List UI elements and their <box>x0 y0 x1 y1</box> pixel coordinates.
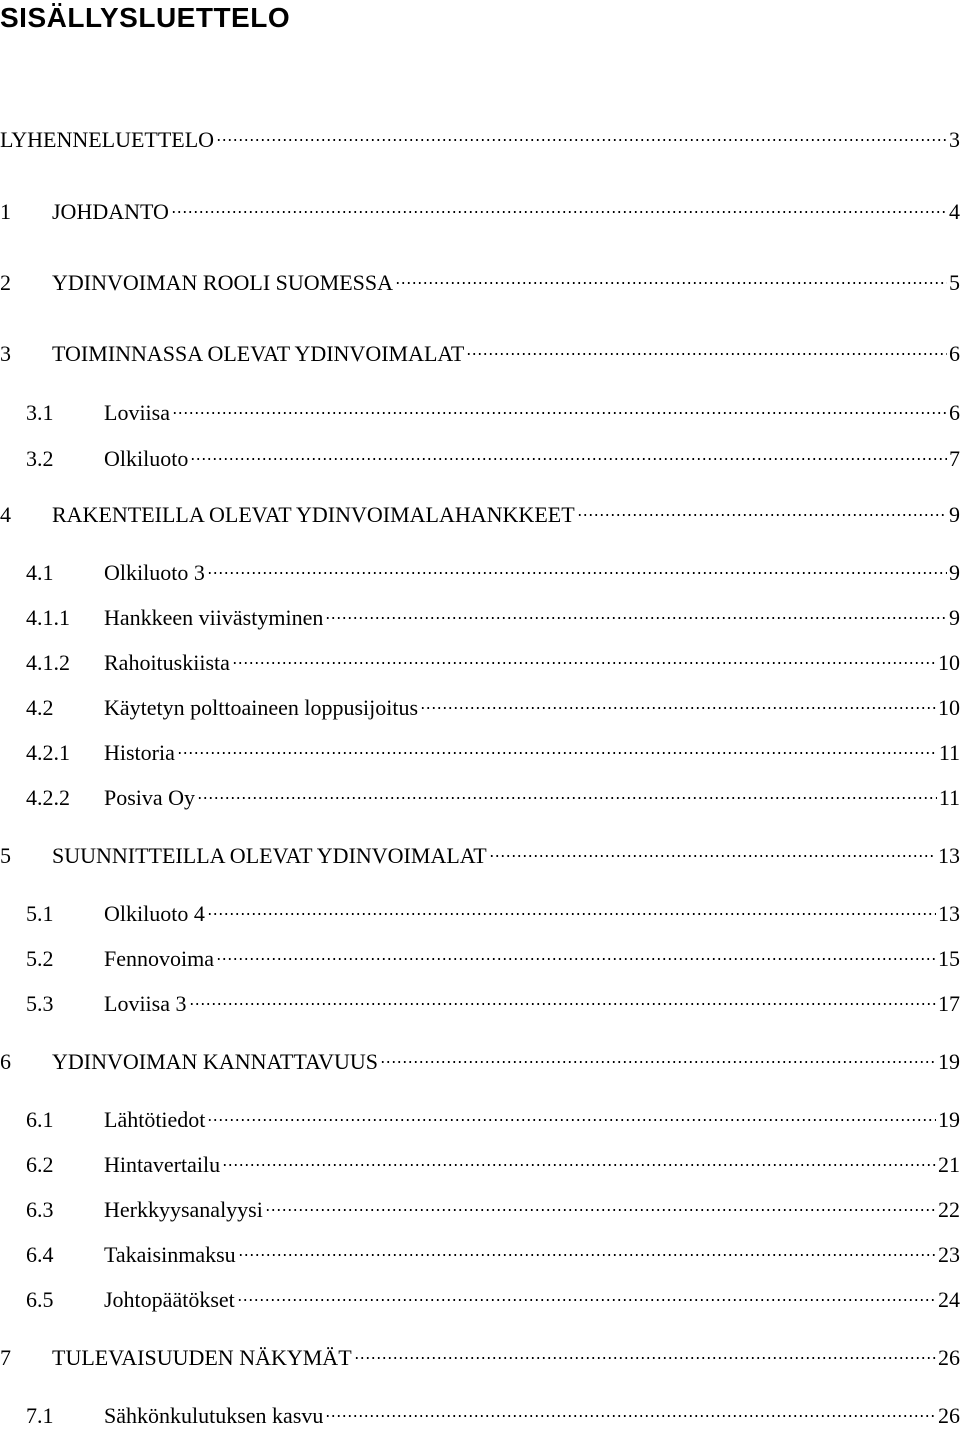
toc-entry-title: Loviisa <box>104 400 170 425</box>
toc-entry-number: 6 <box>0 1049 11 1074</box>
toc-entry-title: Olkiluoto <box>104 446 189 471</box>
dot-leader <box>395 262 947 290</box>
toc-entry-page-number: 19 <box>938 1107 960 1132</box>
toc-entry-title: SUUNNITTEILLA OLEVAT YDINVOIMALAT <box>52 843 487 868</box>
toc-entry-page-number: 26 <box>938 1345 960 1370</box>
toc-entry[interactable] <box>0 1144 960 1177</box>
toc-entry-number: 1 <box>0 199 11 224</box>
toc-entry[interactable] <box>0 835 960 868</box>
dot-leader <box>354 1337 936 1365</box>
toc-entry-number: 6.4 <box>26 1242 54 1267</box>
toc-entry-number: 6.5 <box>26 1287 54 1312</box>
dot-leader <box>466 333 947 361</box>
toc-entry-number: 3 <box>0 341 11 366</box>
dot-leader <box>222 1144 936 1172</box>
toc-entry-number: 4 <box>0 502 11 527</box>
dot-leader <box>325 597 947 625</box>
toc-entry-title: JOHDANTO <box>52 199 169 224</box>
toc-entry[interactable] <box>0 333 960 366</box>
toc-entry-title: Sähkönkulutuksen kasvu <box>104 1403 324 1428</box>
dot-leader <box>197 777 937 805</box>
toc-entry-page-number: 26 <box>938 1403 960 1428</box>
page-title: SISÄLLYSLUETTELO <box>0 2 291 33</box>
toc-entry-number: 4.2 <box>26 695 54 720</box>
toc-entry-title: TULEVAISUUDEN NÄKYMÄT <box>52 1345 352 1370</box>
toc-entry[interactable] <box>0 687 960 720</box>
toc-entry-number: 4.2.2 <box>26 785 70 810</box>
toc-entry-title: Rahoituskiista <box>104 650 230 675</box>
toc-entry-page-number: 9 <box>949 605 960 630</box>
toc-entry-title: Hintavertailu <box>104 1152 221 1177</box>
toc-entry-number: 4.1.2 <box>26 650 70 675</box>
toc-entry-page-number: 6 <box>949 400 960 425</box>
toc-entry-page-number: 22 <box>938 1197 960 1222</box>
toc-entry[interactable] <box>0 983 960 1016</box>
toc-entry-number: 3.2 <box>26 446 54 471</box>
dot-leader <box>237 1279 936 1307</box>
toc-entry-page-number: 13 <box>938 901 960 926</box>
toc-entry-number: 5 <box>0 843 11 868</box>
toc-entry-page-number: 17 <box>938 991 960 1016</box>
toc-entry-page-number: 9 <box>949 560 960 585</box>
toc-entry-number: 6.3 <box>26 1197 54 1222</box>
toc-entry[interactable] <box>0 1041 960 1074</box>
toc-entry[interactable] <box>0 642 960 675</box>
toc-entry-number: 4.1.1 <box>26 605 70 630</box>
toc-entry-page-number: 6 <box>949 341 960 366</box>
toc-entry-number: 5.2 <box>26 946 54 971</box>
toc-entry-title: Lähtötiedot <box>104 1107 206 1132</box>
dot-leader <box>189 983 937 1011</box>
toc-entry[interactable] <box>0 191 960 224</box>
toc-entry-number: 4.1 <box>26 560 54 585</box>
toc-entry-title: Takaisinmaksu <box>104 1242 236 1267</box>
toc-entry-title: RAKENTEILLA OLEVAT YDINVOIMALAHANKKEET <box>52 502 575 527</box>
toc-entry-title: Fennovoima <box>104 946 214 971</box>
toc-entry-number: 7 <box>0 1345 11 1370</box>
toc-entry-page-number: 24 <box>938 1287 960 1312</box>
toc-entry-number: 6.2 <box>26 1152 54 1177</box>
toc-entry-title: Olkiluoto 3 <box>104 560 205 585</box>
toc-entry-page-number: 21 <box>938 1152 960 1177</box>
toc-entry-title: Olkiluoto 4 <box>104 901 205 926</box>
toc-entry-page-number: 11 <box>938 785 960 810</box>
dot-leader <box>216 119 947 147</box>
dot-leader <box>190 438 947 466</box>
toc-entry-title: YDINVOIMAN ROOLI SUOMESSA <box>52 270 394 295</box>
toc-entry-number: 3.1 <box>26 400 54 425</box>
toc-entry-page-number: 7 <box>949 446 960 471</box>
toc-entry[interactable] <box>0 1279 960 1312</box>
toc-entry-title: Loviisa 3 <box>104 991 187 1016</box>
toc-entry-title: Hankkeen viivästyminen <box>104 605 324 630</box>
dot-leader <box>380 1041 936 1069</box>
toc-entry-number: 5.3 <box>26 991 54 1016</box>
toc-entry-page-number: 19 <box>938 1049 960 1074</box>
toc-entry[interactable] <box>0 438 960 471</box>
toc-entry[interactable] <box>0 119 960 152</box>
toc-entry-number: 4.2.1 <box>26 740 70 765</box>
dot-leader <box>489 835 936 863</box>
dot-leader <box>238 1234 936 1262</box>
toc-entry[interactable] <box>0 494 960 527</box>
dot-leader <box>207 893 936 921</box>
toc-entry-title: Johtopäätökset <box>104 1287 235 1312</box>
toc-entry-title: LYHENNELUETTELO <box>0 127 215 152</box>
toc-entry[interactable] <box>0 1099 960 1132</box>
toc-entry-number: 6.1 <box>26 1107 54 1132</box>
toc-entry[interactable] <box>0 392 960 425</box>
toc-entry-title: Herkkyysanalyysi <box>104 1197 263 1222</box>
toc-entry[interactable] <box>0 1337 960 1370</box>
toc-entry-number: 5.1 <box>26 901 54 926</box>
toc-entry[interactable] <box>0 938 960 971</box>
toc-entry-page-number: 11 <box>938 740 960 765</box>
toc-entry-number: 7.1 <box>26 1403 54 1428</box>
toc-entry[interactable] <box>0 732 960 765</box>
toc-entry-page-number: 3 <box>949 127 960 152</box>
toc-entry-page-number: 9 <box>949 502 960 527</box>
toc-entry-page-number: 10 <box>938 695 960 720</box>
toc-entry-page-number: 23 <box>938 1242 960 1267</box>
dot-leader <box>420 687 936 715</box>
dot-leader <box>172 392 947 420</box>
toc-entry-title: Historia <box>104 740 175 765</box>
toc-entry[interactable] <box>0 893 960 926</box>
dot-leader <box>232 642 936 670</box>
toc-entry-page-number: 15 <box>938 946 960 971</box>
dot-leader <box>177 732 937 760</box>
toc-entry-title: Käytetyn polttoaineen loppusijoitus <box>104 695 419 720</box>
toc-entry-title: YDINVOIMAN KANNATTAVUUS <box>52 1049 378 1074</box>
toc-entry[interactable] <box>0 1189 960 1222</box>
toc-entry-title: TOIMINNASSA OLEVAT YDINVOIMALAT <box>52 341 465 366</box>
toc-entry[interactable] <box>0 777 960 810</box>
dot-leader <box>207 1099 936 1127</box>
dot-leader <box>265 1189 936 1217</box>
toc-entry-page-number: 10 <box>938 650 960 675</box>
toc-entry[interactable] <box>0 597 960 630</box>
toc-entry-page-number: 5 <box>949 270 960 295</box>
dot-leader <box>207 552 947 580</box>
toc-entry[interactable] <box>0 1234 960 1267</box>
dot-leader <box>216 938 936 966</box>
toc-entry-number: 2 <box>0 270 11 295</box>
toc-entry-page-number: 4 <box>949 199 960 224</box>
toc-entry-title: Posiva Oy <box>104 785 196 810</box>
toc-entry[interactable] <box>0 552 960 585</box>
dot-leader <box>171 191 947 219</box>
toc-entry-page-number: 13 <box>938 843 960 868</box>
toc-entry[interactable] <box>0 262 960 295</box>
dot-leader <box>577 494 947 522</box>
